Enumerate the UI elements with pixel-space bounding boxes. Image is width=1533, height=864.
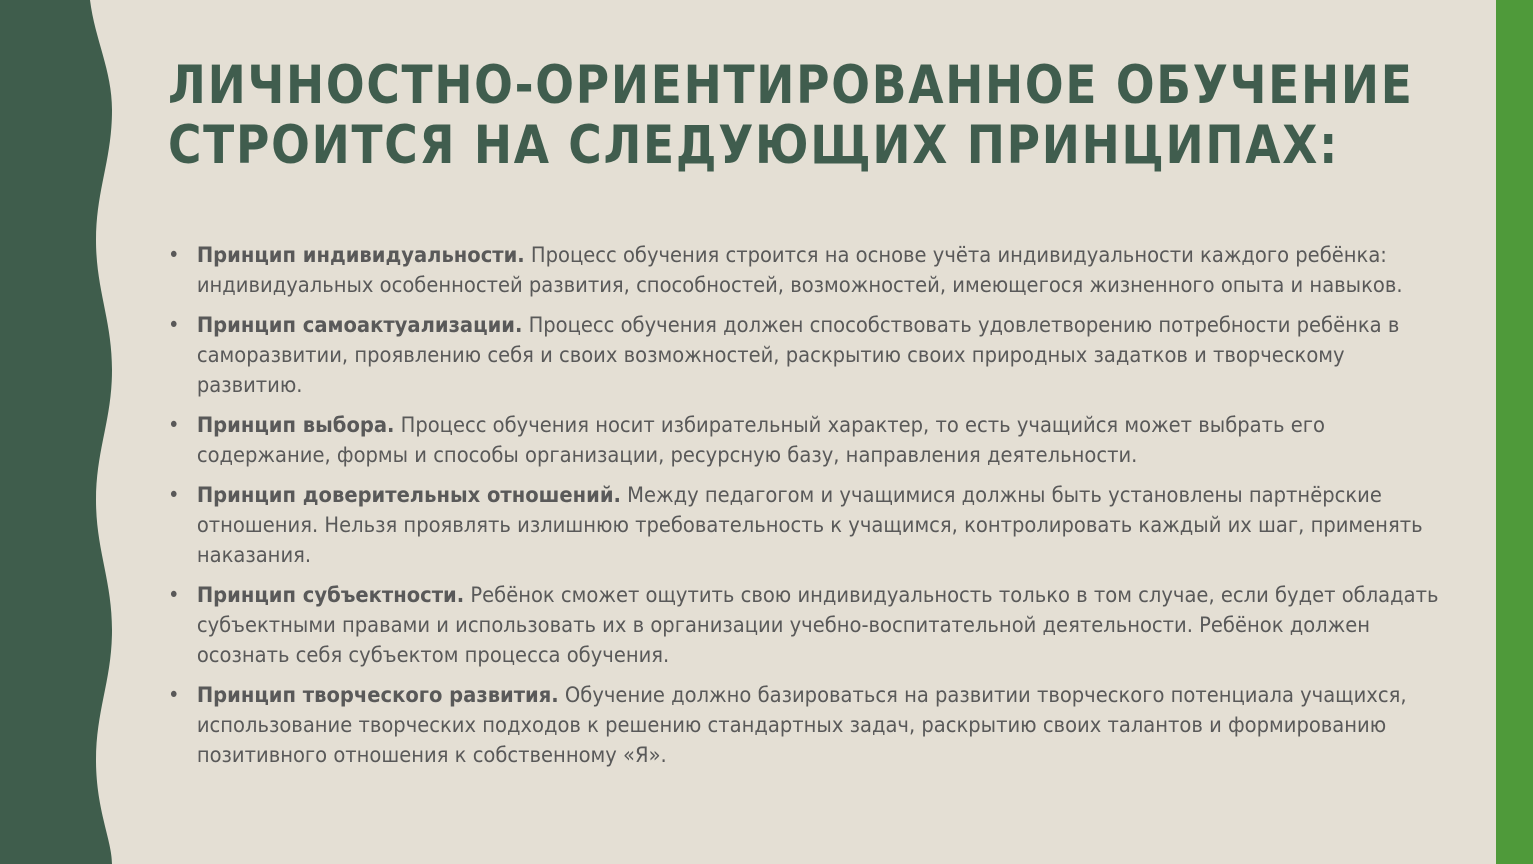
- principle-name: Принцип субъектности.: [196, 583, 465, 607]
- left-wave-decoration: [0, 0, 112, 864]
- principle-description: Процесс обучения носит избирательный характер, то есть учащийся может выбрать его содержание, формы и способы организации, ресурсную базу, направления деятельности.: [196, 413, 1325, 467]
- bullet-icon: •: [168, 313, 180, 337]
- left-wave-shape: [0, 0, 112, 864]
- principle-description: Процесс обучения должен способствовать удовлетворению потребности ребёнка в саморазвитии, проявлению себя и своих возможностей, раскрытию своих природных задатков и творческому развитию.: [196, 313, 1400, 397]
- principle-name: Принцип самоактуализации.: [196, 313, 523, 337]
- principle-description: Обучение должно базироваться на развитии творческого потенциала учащихся, использование творческих подходов к решению стандартных задач, раскрытию своих талантов и формированию позитивного отношения к собственному «Я».: [196, 683, 1407, 767]
- slide-title: [168, 55, 1414, 176]
- principle-creative-development: [168, 680, 1443, 770]
- principle-name: Принцип выбора.: [196, 413, 395, 437]
- principle-trust: [168, 480, 1443, 570]
- principle-name: Принцип творческого развития.: [196, 683, 559, 707]
- principle-self-actualization: [168, 310, 1443, 400]
- bullet-icon: •: [168, 483, 180, 507]
- bullet-icon: •: [168, 413, 180, 437]
- principle-name: Принцип индивидуальности.: [196, 243, 525, 267]
- principle-description: Между педагогом и учащимися должны быть установлены партнёрские отношения. Нельзя проявлять излишнюю требовательность к учащимся, контролировать каждый их шаг, применять наказания.: [196, 483, 1423, 567]
- slide-title-line-2: СТРОИТСЯ НА СЛЕДУЮЩИХ ПРИНЦИПАХ:: [168, 115, 1340, 176]
- slide-title-line-1: ЛИЧНОСТНО-ОРИЕНТИРОВАННОЕ ОБУЧЕНИЕ: [168, 55, 1414, 116]
- principle-individuality: [168, 240, 1443, 300]
- principles-list: [168, 240, 1439, 780]
- right-accent-bar: [1496, 0, 1533, 864]
- principle-description: Ребёнок сможет ощутить свою индивидуальность только в том случае, если будет обладать субъектными правами и использовать их в организации учебно-воспитательной деятельности. Ребёнок должен осознать себя субъектом процесса обучения.: [196, 583, 1439, 667]
- principle-choice: [168, 410, 1443, 470]
- principle-name: Принцип доверительных отношений.: [196, 483, 621, 507]
- principle-description: Процесс обучения строится на основе учёта индивидуальности каждого ребёнка: индивидуальных особенностей развития, способностей, возможностей, имеющегося жизненного опыта и навыков.: [196, 243, 1403, 297]
- bullet-icon: •: [168, 583, 180, 607]
- bullet-icon: •: [168, 243, 180, 267]
- bullet-icon: •: [168, 683, 180, 707]
- principle-subjectivity: [168, 580, 1443, 670]
